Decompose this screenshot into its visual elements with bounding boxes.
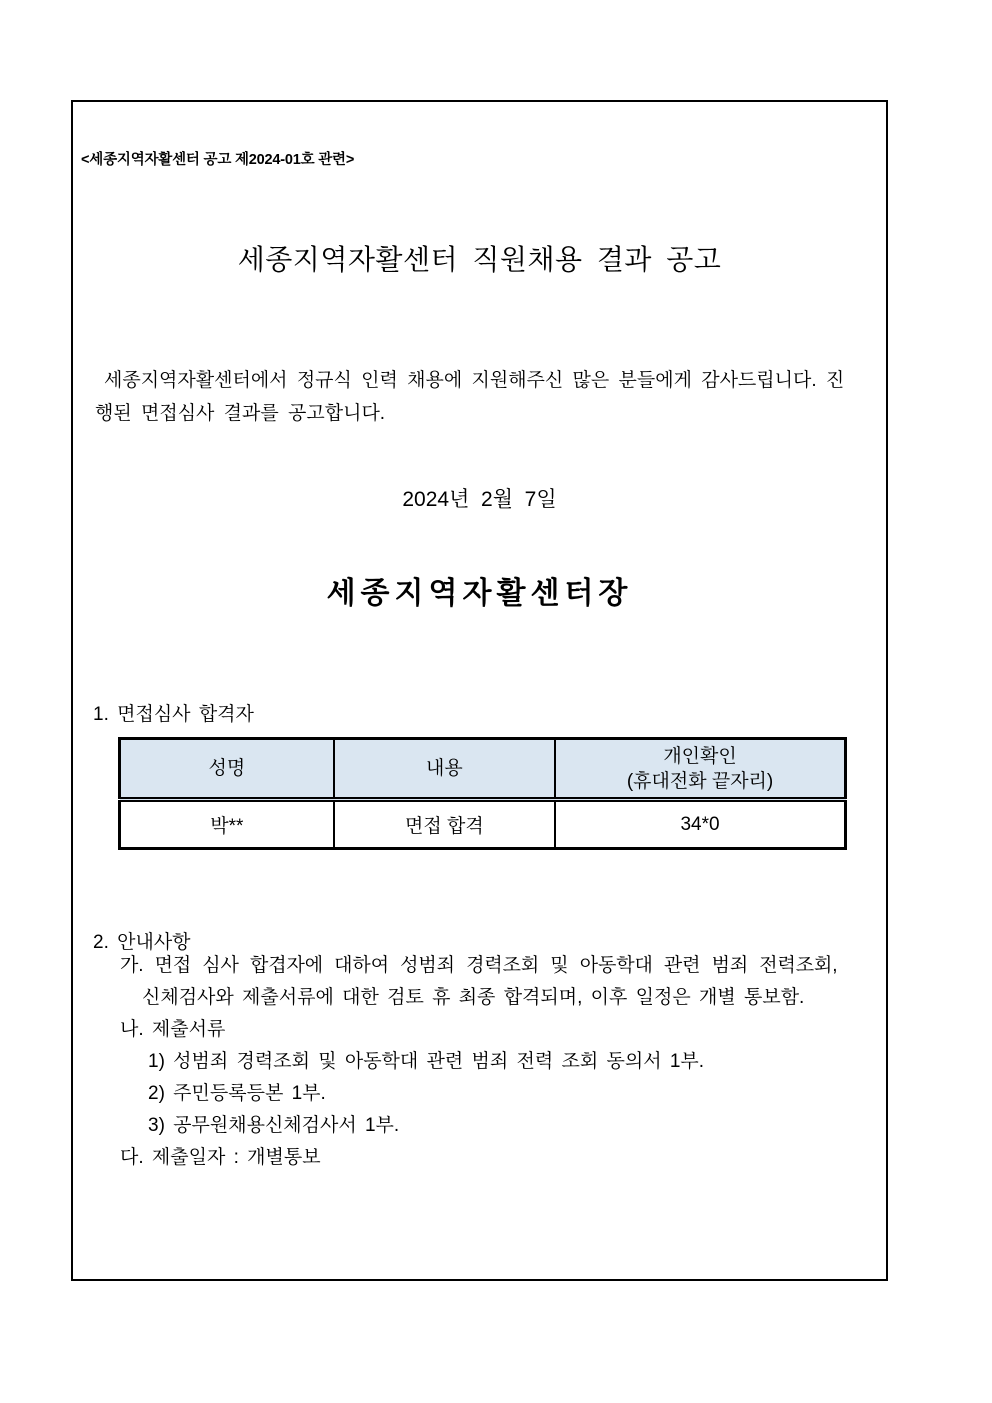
notice-item-ga-line1: 가. 면접 심사 합겹자에 대하여 성범죄 경력조회 및 아동학대 관련 범죄 전력조회, xyxy=(120,955,838,976)
notice-subitem-2: 2) 주민등록등본 1부. xyxy=(148,1083,326,1104)
table-row xyxy=(120,800,846,849)
document-title: 세종지역자활센터 직원채용 결과 공고 xyxy=(237,244,722,275)
notice-subitem-3: 3) 공무원채용신체검사서 1부. xyxy=(148,1115,400,1136)
table-header-verification-line2: (휴대전화 끝자리) xyxy=(626,770,774,792)
notice-item-da: 다. 제출일자 : 개별통보 xyxy=(120,1147,321,1168)
table-header-verification-line1: 개인확인 xyxy=(663,745,737,767)
cell-phone-digits: 34*0 xyxy=(555,800,845,849)
intro-line-2: 진행된 면접심사 결과를 공고합니다. xyxy=(95,370,845,424)
document-border-frame xyxy=(71,100,888,1281)
reference-notice-line: <세종지역자활센터 공고 제2024-01호 관련> xyxy=(81,152,355,168)
intro-paragraph xyxy=(95,364,852,430)
cell-result-content: 면접 합격 xyxy=(334,800,555,849)
notice-item-na: 나. 제출서류 xyxy=(120,1019,226,1040)
cell-applicant-name: 박** xyxy=(120,800,334,849)
table-header-row xyxy=(120,739,846,800)
table-header-content: 내용 xyxy=(334,739,555,800)
interview-result-table xyxy=(118,737,847,850)
announcement-date: 2024년 2월 7일 xyxy=(402,488,557,511)
signer-title: 세종지역자활센터장 xyxy=(326,577,633,610)
section1-heading: 1. 면접심사 합격자 xyxy=(93,704,254,725)
section2-heading: 2. 안내사항 xyxy=(93,932,191,953)
intro-line-1: 세종지역자활센터에서 정규식 인력 채용에 지원해주신 많은 분들에게 감사드립니다. xyxy=(104,370,817,391)
notice-item-ga-line2: 신체검사와 제출서류에 대한 검토 휴 최종 합격되며, 이후 일정은 개별 통보함. xyxy=(142,987,805,1008)
table-header-name: 성명 xyxy=(120,739,334,800)
notice-list xyxy=(73,950,886,1174)
table-header-verification xyxy=(555,739,845,800)
notice-subitem-1: 1) 성범죄 경력조회 및 아동학대 관련 범죄 전력 조회 동의서 1부. xyxy=(148,1051,705,1072)
